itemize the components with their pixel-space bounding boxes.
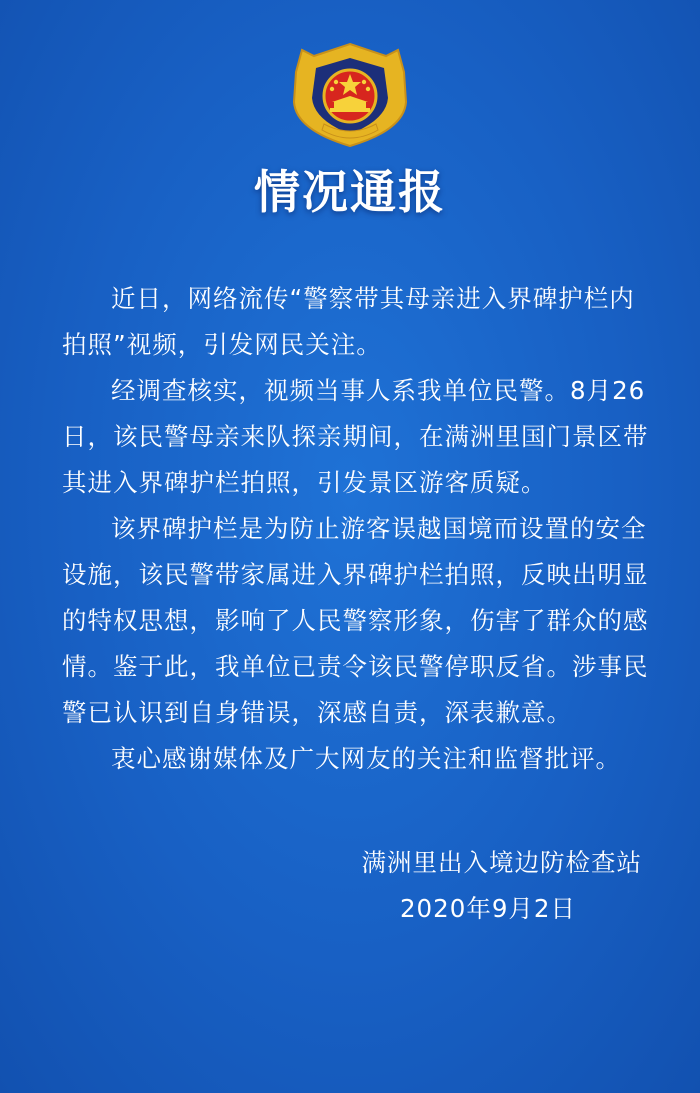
signature-block — [362, 840, 643, 932]
notice-title: 情况通报 — [254, 165, 446, 219]
paragraph-4: 衷心感谢媒体及广大网友的关注和监督批评。 — [111, 744, 621, 773]
paragraph-1: 近日，网络流传“警察带其母亲进入界碑护栏内拍照”视频，引发网民关注。 — [62, 284, 635, 359]
paragraph-2: 经调查核实，视频当事人系我单位民警。8月26日，该民警母亲来队探亲期间，在满洲里国门景区带其进入界碑护栏拍照，引发景区游客质疑。 — [62, 376, 649, 497]
police-emblem — [286, 42, 414, 148]
notice-body — [62, 276, 652, 782]
signature-date: 2020年9月2日 — [399, 894, 576, 923]
signature-org: 满洲里出入境边防检查站 — [361, 848, 642, 877]
paragraph-3: 该界碑护栏是为防止游客误越国境而设置的安全设施，该民警带家属进入界碑护栏拍照，反映出明显的特权思想，影响了人民警察形象，伤害了群众的感情。鉴于此，我单位已责令该民警停职反省。涉事民警已认识到自身错误，深感自责，深表歉意。 — [62, 514, 649, 727]
police-emblem-icon — [286, 42, 414, 148]
